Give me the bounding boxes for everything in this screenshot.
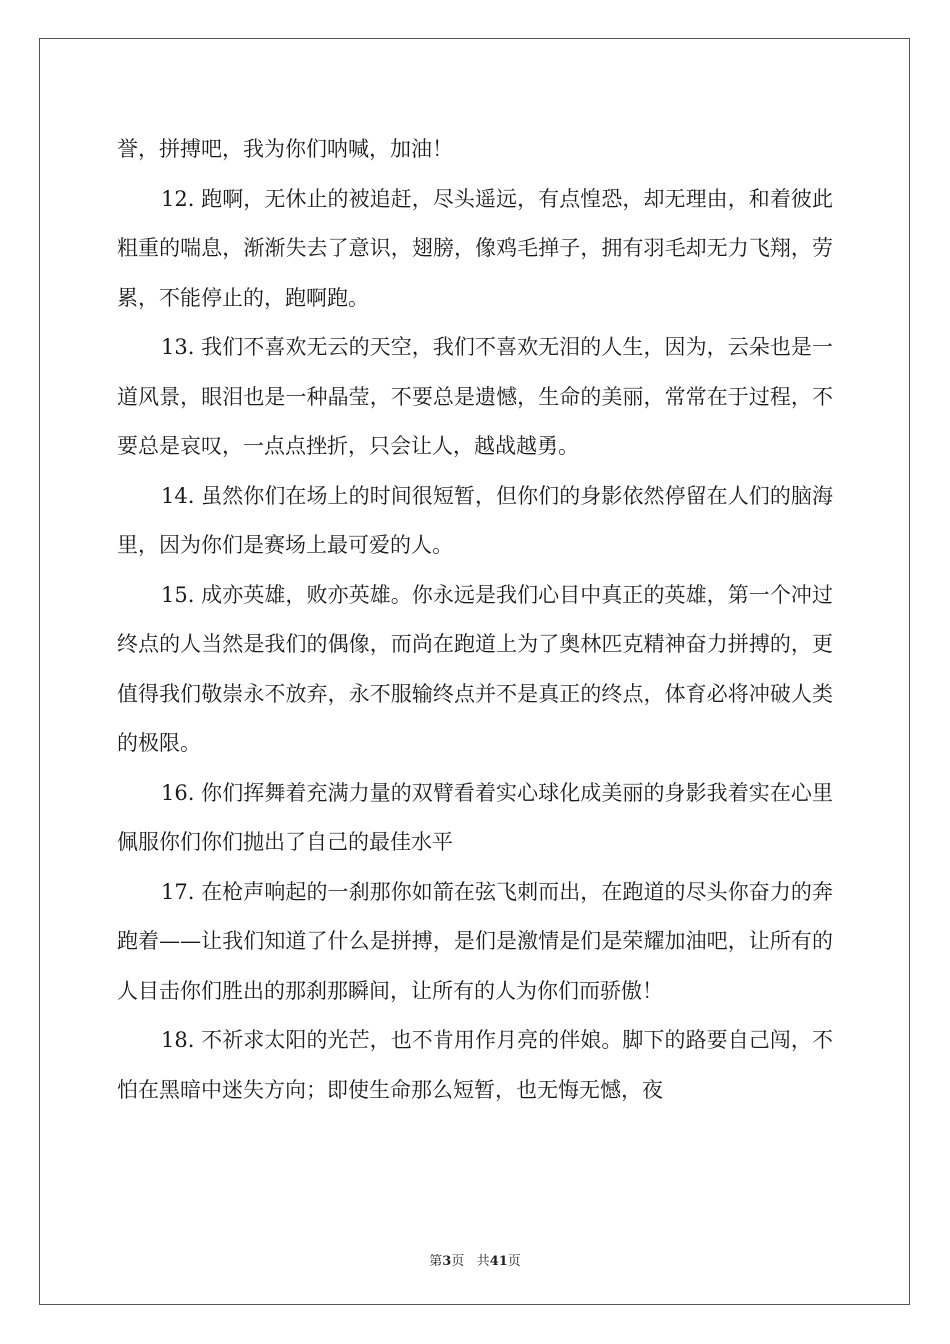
- document-body: [117, 125, 833, 1115]
- footer-page-unit: 页: [451, 1254, 465, 1269]
- paragraph-17: 17. 在枪声响起的一刹那你如箭在弦飞刺而出，在跑道的尽头你奋力的奔跑着——让我们知道了什么是拼搏，是们是激情是们是荣耀加油吧，让所有的人目击你们胜出的那刹那瞬间，让所有的人为你们而骄傲！: [117, 879, 833, 1003]
- paragraph-16: 16. 你们挥舞着充满力量的双臂看着实心球化成美丽的身影我着实在心里佩服你们你们抛出了自己的最佳水平: [117, 780, 833, 854]
- page-footer: [0, 1250, 950, 1269]
- paragraph-18: 18. 不祈求太阳的光芒，也不肯用作月亮的伴娘。脚下的路要自己闯，不怕在黑暗中迷失方向；即使生命那么短暂，也无悔无憾，夜: [117, 1028, 833, 1102]
- paragraph-14: 14. 虽然你们在场上的时间很短暂，但你们的身影依然停留在人们的脑海里，因为你们是赛场上最可爱的人。: [117, 483, 833, 557]
- total-pages-number: 41: [489, 1254, 508, 1269]
- paragraph-12: 12. 跑啊，无休止的被追赶，尽头遥远，有点惶恐，却无理由，和着彼此粗重的喘息，渐渐失去了意识，翅膀，像鸡毛掸子，拥有羽毛却无力飞翔，劳累，不能停止的，跑啊跑。: [117, 186, 833, 310]
- current-page-number: 3: [442, 1254, 452, 1269]
- paragraph-13: 13. 我们不喜欢无云的天空，我们不喜欢无泪的人生，因为，云朵也是一道风景，眼泪也是一种晶莹，不要总是遗憾，生命的美丽，常常在于过程，不要总是哀叹，一点点挫折，只会让人，越战越勇。: [117, 335, 833, 458]
- footer-total-unit: 页: [507, 1254, 521, 1269]
- paragraph-15: 15. 成亦英雄，败亦英雄。你永远是我们心目中真正的英雄，第一个冲过终点的人当然是我们的偶像，而尚在跑道上为了奥林匹克精神奋力拼搏的，更值得我们敬崇永不放弃，永不服输终点并不是真正的终点，体育必将冲破人类的极限。: [117, 582, 833, 755]
- footer-prefix: 第: [429, 1254, 443, 1269]
- paragraph-continuation: 誉，拼搏吧，我为你们呐喊，加油！: [117, 137, 453, 161]
- footer-total-prefix: 共: [476, 1254, 490, 1269]
